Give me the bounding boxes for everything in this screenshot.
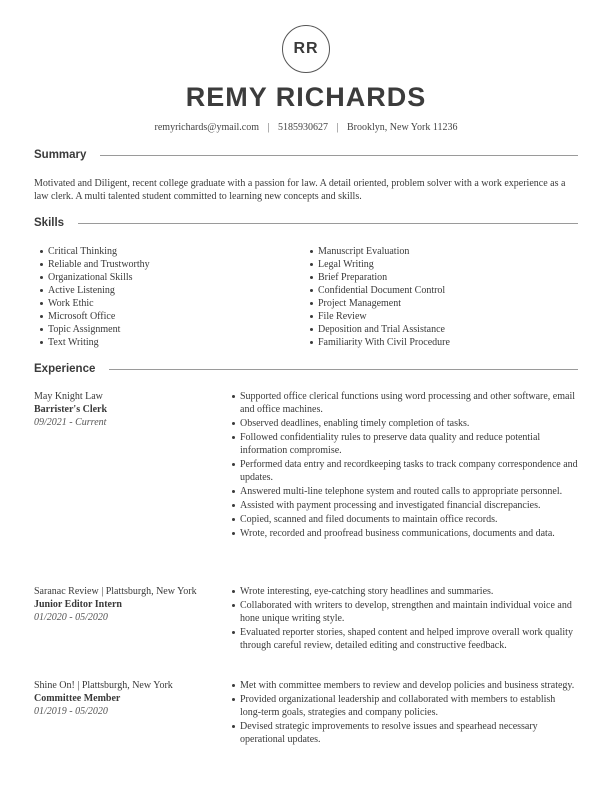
skills-column-left: [40, 245, 310, 349]
experience-heading: [34, 363, 578, 375]
job-bullets: [232, 390, 578, 541]
job-bullets: [232, 585, 578, 653]
job-role: Barrister's Clerk: [34, 404, 108, 415]
job-bullet: Observed deadlines, enabling timely completion of tasks.: [232, 417, 578, 430]
job-dates: 01/2019 - 05/2020: [34, 706, 108, 717]
skill-item: File Review: [310, 310, 580, 323]
skill-item: Familiarity With Civil Procedure: [310, 336, 580, 349]
job-bullet: Evaluated reporter stories, shaped content and helped improve overall work quality through careful review, detailed editing and constructive feedback.: [232, 626, 578, 652]
job-meta: [34, 585, 232, 653]
job-bullet: Supported office clerical functions using word processing and other software, email and office machines.: [232, 390, 578, 416]
job-dates: 01/2020 - 05/2020: [34, 612, 108, 623]
skill-item: Manuscript Evaluation: [310, 245, 580, 258]
job-entry: [34, 390, 578, 541]
phone-text: 5185930627: [277, 122, 328, 133]
job-entry: [34, 585, 578, 653]
job-meta: [34, 390, 232, 541]
skill-item: Organizational Skills: [40, 271, 310, 284]
skill-item: Topic Assignment: [40, 323, 310, 336]
summary-heading: [34, 149, 578, 161]
skill-item: Critical Thinking: [40, 245, 310, 258]
summary-text: Motivated and Diligent, recent college graduate with a passion for law. A detail oriented, problem solver with a work experience as a law clerk. A multi talented student committed to learning new concepts and skills.: [34, 178, 566, 202]
job-dates: 09/2021 - Current: [34, 417, 107, 428]
job-role: Junior Editor Intern: [34, 599, 122, 610]
job-bullet: Assisted with payment processing and investigated financial discrepancies.: [232, 499, 578, 512]
skill-item: Microsoft Office: [40, 310, 310, 323]
job-bullet: Wrote interesting, eye-catching story headlines and summaries.: [232, 585, 578, 598]
job-bullets: [232, 679, 578, 747]
skill-item: Deposition and Trial Assistance: [310, 323, 580, 336]
job-bullet: Met with committee members to review and develop policies and business strategy.: [232, 679, 578, 692]
skill-item: Project Management: [310, 297, 580, 310]
skill-item: Confidential Document Control: [310, 284, 580, 297]
divider: [109, 369, 578, 370]
skill-item: Text Writing: [40, 336, 310, 349]
job-meta: [34, 679, 232, 747]
skills-heading: [34, 217, 578, 229]
job-company: Saranac Review | Plattsburgh, New York: [34, 586, 197, 597]
skill-item: Work Ethic: [40, 297, 310, 310]
experience-title: Experience: [34, 363, 96, 375]
job-bullet: Performed data entry and recordkeeping tasks to track company correspondence and updates.: [232, 458, 578, 484]
job-bullet: Collaborated with writers to develop, strengthen and maintain individual voice and hone unique writing style.: [232, 599, 578, 625]
job-bullet: Wrote, recorded and proofread business communications, documents and data.: [232, 527, 578, 540]
skills-column-right: [310, 245, 580, 349]
skill-item: Legal Writing: [310, 258, 580, 271]
job-bullet: Devised strategic improvements to resolve issues and spearhead necessary operational updates.: [232, 720, 578, 746]
location-text: Brooklyn, New York 11236: [347, 122, 458, 133]
job-bullet: Copied, scanned and filed documents to maintain office records.: [232, 513, 578, 526]
job-entry: [34, 679, 578, 747]
job-company: Shine On! | Plattsburgh, New York: [34, 680, 173, 691]
divider: [100, 155, 578, 156]
monogram-badge: RR: [282, 25, 330, 73]
contact-line: [0, 121, 612, 134]
summary-title: Summary: [34, 149, 87, 161]
skills-list: [40, 245, 580, 349]
skill-item: Brief Preparation: [310, 271, 580, 284]
skills-title: Skills: [34, 217, 65, 229]
job-company: May Knight Law: [34, 391, 103, 402]
job-bullet: Answered multi-line telephone system and routed calls to appropriate personnel.: [232, 485, 578, 498]
separator: |: [336, 122, 339, 133]
divider: [78, 223, 578, 224]
candidate-name: REMY RICHARDS: [185, 82, 427, 112]
skill-item: Reliable and Trustworthy: [40, 258, 310, 271]
job-bullet: Provided organizational leadership and collaborated with members to establish long-term goals, strategies and company policies.: [232, 693, 578, 719]
email-text: remyrichards@ymail.com: [154, 122, 259, 133]
skill-item: Active Listening: [40, 284, 310, 297]
job-bullet: Followed confidentiality rules to preserve data quality and reduce potential information compromise.: [232, 431, 578, 457]
separator: |: [267, 122, 270, 133]
job-role: Committee Member: [34, 693, 121, 704]
